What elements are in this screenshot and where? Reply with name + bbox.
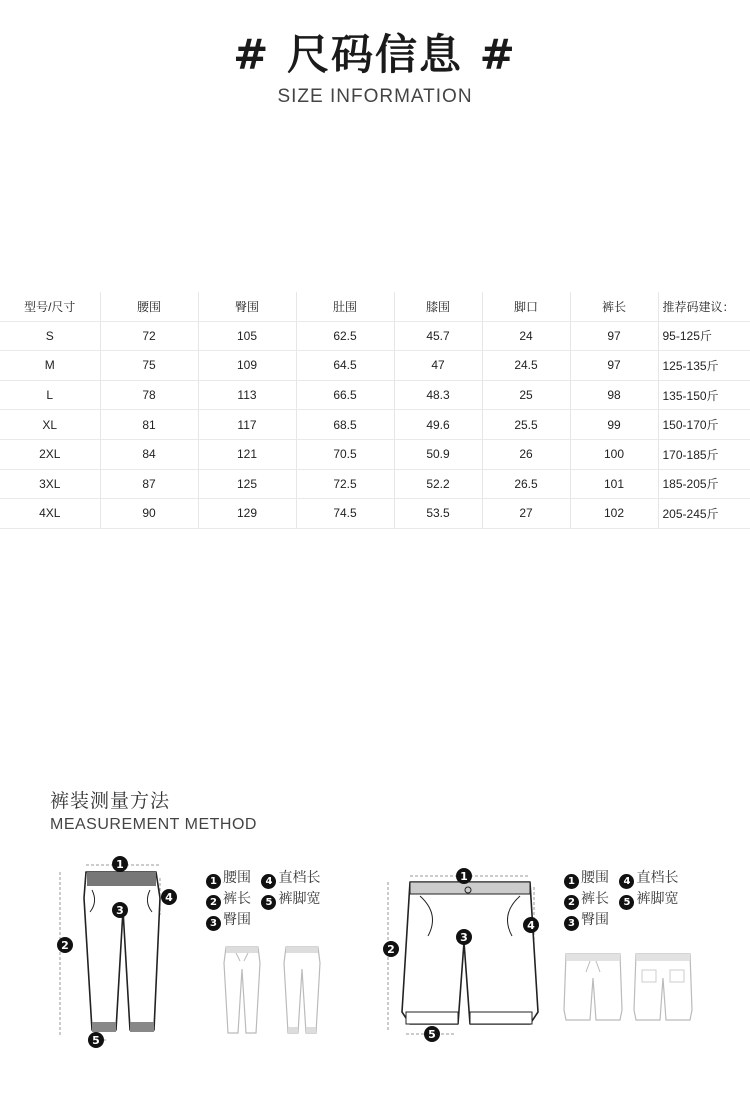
legend-label: 臀围 [223, 912, 251, 928]
marker-5 [424, 1026, 440, 1042]
cell: 3XL [0, 469, 100, 499]
table-row [0, 321, 750, 351]
legend-item [619, 868, 678, 889]
cell: 68.5 [296, 410, 394, 440]
cell: 74.5 [296, 499, 394, 529]
cell: 72 [100, 321, 198, 351]
cell: 101 [570, 469, 658, 499]
table-row [0, 351, 750, 381]
marker-2 [383, 941, 399, 957]
legend-item [619, 889, 678, 910]
cell: 125 [198, 469, 296, 499]
number-icon: 3 [206, 916, 221, 931]
cell: 113 [198, 380, 296, 410]
cell: 87 [100, 469, 198, 499]
legend-label: 臀围 [581, 912, 609, 928]
cell: 25.5 [482, 410, 570, 440]
number-icon: 3 [564, 916, 579, 931]
table-row [0, 469, 750, 499]
legend-label: 裤长 [223, 891, 251, 907]
number-icon: 5 [261, 895, 276, 910]
cell: 75 [100, 351, 198, 381]
header-hip: 臀围 [198, 292, 296, 321]
cell: 62.5 [296, 321, 394, 351]
cell: L [0, 380, 100, 410]
table-row [0, 380, 750, 410]
legend-item [206, 889, 251, 910]
cell: 26.5 [482, 469, 570, 499]
marker-1 [456, 868, 472, 884]
table-row [0, 499, 750, 529]
shorts-diagram [380, 862, 550, 1047]
svg-text:1: 1 [460, 870, 468, 883]
marker-3 [456, 929, 472, 945]
cell: 121 [198, 439, 296, 469]
svg-text:2: 2 [61, 939, 69, 952]
long-pants-diagram [50, 850, 190, 1050]
cell: S [0, 321, 100, 351]
header-belly: 肚围 [296, 292, 394, 321]
svg-text:2: 2 [387, 943, 395, 956]
svg-text:5: 5 [428, 1028, 436, 1041]
legend-label: 裤脚宽 [278, 891, 321, 907]
cell: 150-170斤 [658, 410, 750, 440]
cell: 78 [100, 380, 198, 410]
legend-label: 直档长 [636, 870, 679, 886]
cell: 100 [570, 439, 658, 469]
number-icon: 1 [206, 874, 221, 889]
cell: 99 [570, 410, 658, 440]
cell: 2XL [0, 439, 100, 469]
header-knee: 膝围 [394, 292, 482, 321]
marker-4 [523, 917, 539, 933]
cell: 50.9 [394, 439, 482, 469]
svg-text:4: 4 [165, 891, 173, 904]
table-row [0, 439, 750, 469]
cell: 64.5 [296, 351, 394, 381]
page-subtitle: SIZE INFORMATION [277, 86, 473, 107]
legend-item [206, 868, 251, 889]
cell: 24.5 [482, 351, 570, 381]
marker-5 [88, 1032, 104, 1048]
svg-text:1: 1 [116, 858, 124, 871]
shorts-front-thumbnail [562, 950, 624, 1025]
cell: 95-125斤 [658, 321, 750, 351]
page-title: # 尺码信息 # [233, 30, 517, 79]
cell: 48.3 [394, 380, 482, 410]
cell: 81 [100, 410, 198, 440]
size-table [0, 292, 750, 529]
cell: 135-150斤 [658, 380, 750, 410]
number-icon: 2 [206, 895, 221, 910]
cell: 102 [570, 499, 658, 529]
cell: 170-185斤 [658, 439, 750, 469]
cell: 97 [570, 321, 658, 351]
cell: 4XL [0, 499, 100, 529]
cell: 185-205斤 [658, 469, 750, 499]
cell: 47 [394, 351, 482, 381]
cell: 97 [570, 351, 658, 381]
cell: 24 [482, 321, 570, 351]
marker-1 [112, 856, 128, 872]
cell: 90 [100, 499, 198, 529]
header-recommend: 推荐码建议： [658, 292, 750, 321]
table-header-row [0, 292, 750, 321]
legend-item [261, 889, 320, 910]
legend-label: 裤长 [581, 891, 609, 907]
number-icon: 4 [261, 874, 276, 889]
legend-shorts [564, 868, 684, 931]
svg-text:5: 5 [92, 1034, 100, 1047]
cell: 27 [482, 499, 570, 529]
svg-text:4: 4 [527, 919, 535, 932]
cell: 70.5 [296, 439, 394, 469]
number-icon: 2 [564, 895, 579, 910]
legend-label: 腰围 [581, 870, 609, 886]
cell: 125-135斤 [658, 351, 750, 381]
cell: 129 [198, 499, 296, 529]
legend-label: 腰围 [223, 870, 251, 886]
cell: 66.5 [296, 380, 394, 410]
long-pants-front-thumbnail [222, 945, 262, 1037]
header-hem: 脚口 [482, 292, 570, 321]
cell: 45.7 [394, 321, 482, 351]
legend-item [564, 910, 609, 931]
legend-label: 裤脚宽 [636, 891, 679, 907]
number-icon: 4 [619, 874, 634, 889]
legend-item [261, 868, 320, 889]
number-icon: 1 [564, 874, 579, 889]
measurement-title: 裤装测量方法 [50, 790, 171, 812]
marker-4 [161, 889, 177, 905]
svg-text:3: 3 [116, 904, 124, 917]
cell: XL [0, 410, 100, 440]
cell: M [0, 351, 100, 381]
cell: 49.6 [394, 410, 482, 440]
cell: 117 [198, 410, 296, 440]
header-size: 型号/尺寸 [0, 292, 100, 321]
legend-item [206, 910, 251, 931]
cell: 53.5 [394, 499, 482, 529]
measurement-subtitle: MEASUREMENT METHOD [50, 816, 257, 833]
cell: 105 [198, 321, 296, 351]
marker-2 [57, 937, 73, 953]
cell: 98 [570, 380, 658, 410]
header-waist: 腰围 [100, 292, 198, 321]
legend-item [564, 868, 609, 889]
header-length: 裤长 [570, 292, 658, 321]
cell: 72.5 [296, 469, 394, 499]
long-pants-back-thumbnail [282, 945, 322, 1037]
cell: 25 [482, 380, 570, 410]
cell: 26 [482, 439, 570, 469]
svg-text:3: 3 [460, 931, 468, 944]
cell: 109 [198, 351, 296, 381]
number-icon: 5 [619, 895, 634, 910]
cell: 84 [100, 439, 198, 469]
cell: 52.2 [394, 469, 482, 499]
table-row [0, 410, 750, 440]
shorts-back-thumbnail [632, 950, 694, 1025]
cell: 205-245斤 [658, 499, 750, 529]
legend-label: 直档长 [278, 870, 321, 886]
legend-item [564, 889, 609, 910]
marker-3 [112, 902, 128, 918]
legend-long-pants [206, 868, 326, 931]
